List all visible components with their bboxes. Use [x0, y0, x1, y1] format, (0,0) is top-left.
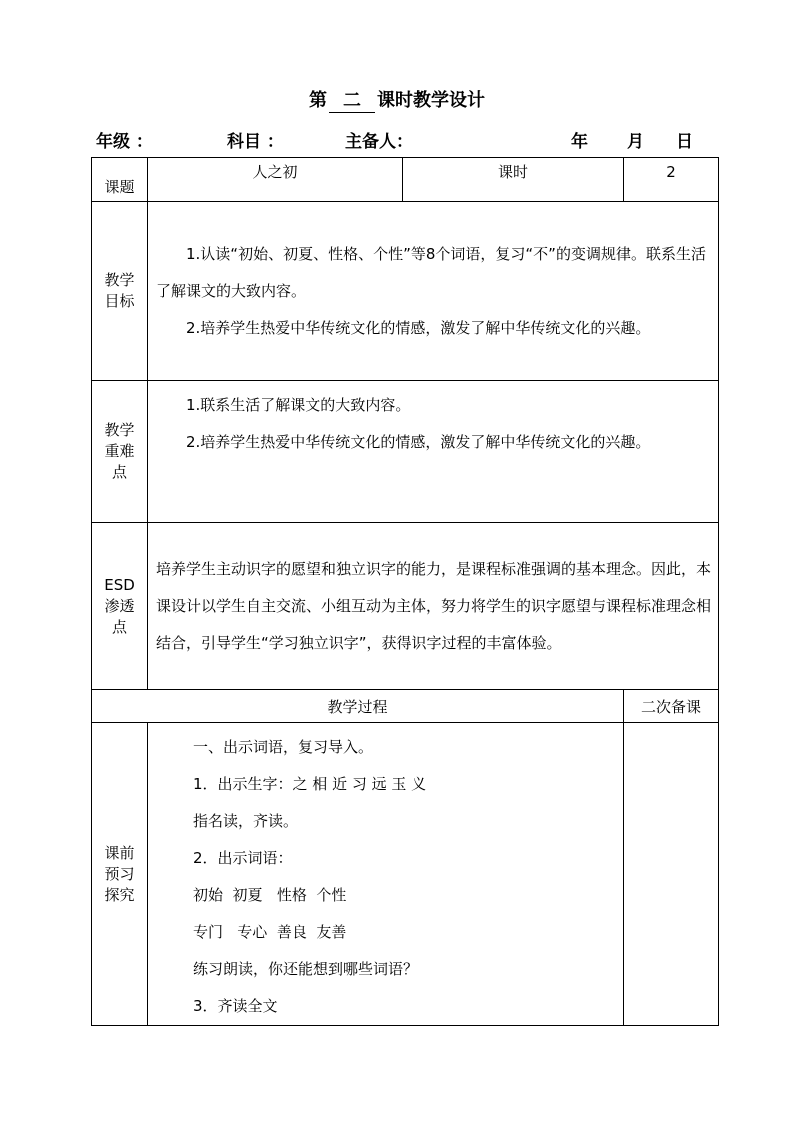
preview-line: 一、出示词语，复习导入。 [193, 738, 374, 756]
grade-label: 年级 ： [96, 132, 153, 152]
preview-line: 专门 专心 善良 友善 [193, 923, 347, 941]
preview-line: 2．出示词语： [193, 849, 293, 867]
key-points-label: 教学重难点 [104, 421, 135, 481]
title-prefix: 第 [309, 90, 327, 111]
goals-label: 教学目标 [104, 271, 135, 310]
preview-line: 1．出示生字：之 相 近 习 远 玉 义 [193, 775, 427, 793]
goals-label-cell [92, 202, 148, 381]
key-points-row [92, 381, 719, 523]
preview-line: 3．齐读全文 [193, 997, 278, 1015]
title-suffix: 课时教学设计 [377, 90, 485, 111]
period-value: 2 [624, 158, 719, 202]
esd-content [148, 523, 719, 690]
esd-row [92, 523, 719, 690]
key-points-content [148, 381, 719, 523]
esd-label: ESD渗透点 [104, 575, 135, 636]
goal-item-2: 2.培养学生热爱中华传统文化的情感，激发了解中华传统文化的兴趣。 [186, 318, 651, 337]
year-label: 年 [571, 132, 588, 152]
secondary-prep-cell [624, 723, 719, 1026]
page-title [0, 86, 794, 113]
key-point-2: 2.培养学生热爱中华传统文化的情感，激发了解中华传统文化的兴趣。 [186, 433, 651, 451]
process-label: 教学过程 [92, 690, 624, 723]
subject-label: 科目 ： [227, 132, 284, 152]
preparer-label: 主备人： [345, 132, 413, 152]
esd-text: 培养学生主动识字的愿望和独立识字的能力，是课程标准强调的基本理念。因此，本课设计以学生自主交流、小组互动为主体，努力将学生的识字愿望与课程标准理念相结合，引导学生“学习独立识字”，获得识字过程的丰富体验。 [156, 559, 712, 652]
preview-line: 初始 初夏 性格 个性 [193, 886, 347, 904]
key-point-1: 1.联系生活了解课文的大致内容。 [186, 396, 411, 414]
topic-row [92, 158, 719, 202]
title-lesson-number: 二 [329, 86, 375, 113]
goals-row [92, 202, 719, 381]
topic-value: 人之初 [148, 158, 403, 202]
day-label: 日 [676, 132, 693, 152]
key-label-cell [92, 381, 148, 523]
preview-label-cell [92, 723, 148, 1026]
esd-label-cell [92, 523, 148, 690]
period-label: 课时 [403, 158, 624, 202]
preview-content [148, 723, 624, 1026]
header-info-row [0, 127, 794, 151]
process-header-row [92, 690, 719, 723]
preview-label: 课前预习探究 [104, 843, 135, 904]
secondary-prep-label: 二次备课 [624, 690, 719, 723]
goal-item-1: 1.认读“初始、初夏、性格、个性”等8个词语，复习“不”的变调规律。联系生活了解课文的大致内容。 [156, 244, 706, 300]
preview-row [92, 723, 719, 1026]
topic-label: 课题 [92, 158, 148, 202]
month-label: 月 [627, 132, 644, 152]
preview-line: 练习朗读，你还能想到哪些词语？ [193, 960, 419, 978]
goals-content [148, 202, 719, 381]
lesson-plan-table [91, 157, 719, 1026]
preview-line: 指名读，齐读。 [193, 812, 299, 830]
